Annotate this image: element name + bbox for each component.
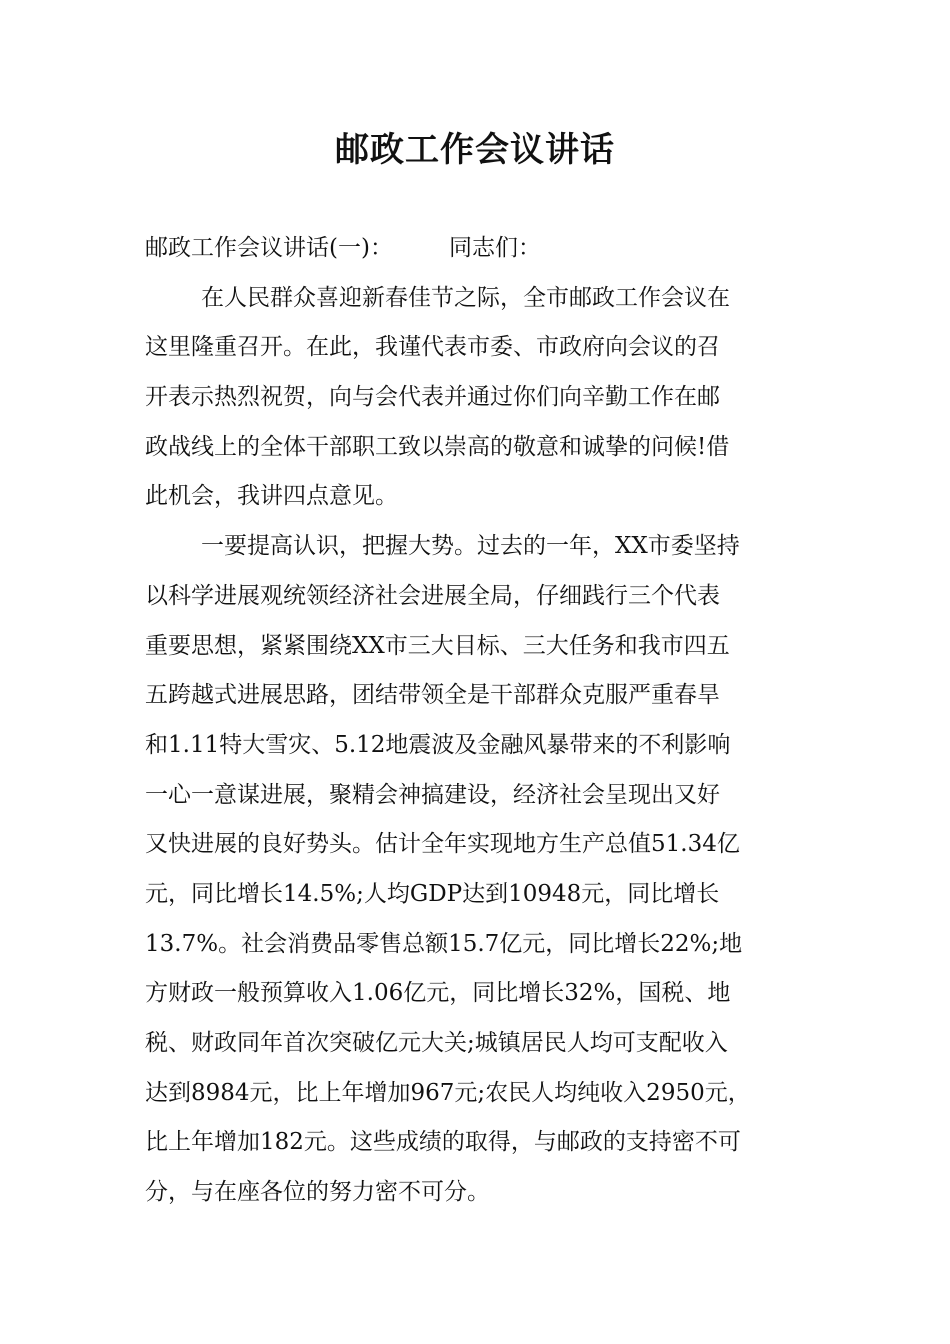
paragraph-line: 政战线上的全体干部职工致以崇高的敬意和诚挚的问候!借	[145, 433, 730, 460]
paragraph-line: 税、财政同年首次突破亿元大关;城镇居民人均可支配收入	[145, 1030, 728, 1056]
paragraph-line: 又快进展的良好势头。估计全年实现地方生产总值51.34亿	[145, 831, 740, 858]
paragraph-line: 13.7%。社会消费品零售总额15.7亿元，同比增长22%;地	[145, 930, 743, 957]
document-body	[145, 224, 810, 1218]
paragraph-1	[145, 274, 810, 522]
paragraph-line: 这里隆重召开。在此，我谨代表市委、市政府向会议的召	[145, 334, 720, 361]
document-title: 邮政工作会议讲话	[335, 130, 615, 170]
paragraph-line: 开表示热烈祝贺，向与会代表并通过你们向辛勤工作在邮	[145, 384, 720, 411]
heading-part-2: 同志们：	[448, 235, 541, 261]
heading-line	[145, 224, 810, 274]
paragraph-line: 此机会，我讲四点意见。	[145, 483, 398, 510]
paragraph-line: 一心一意谋进展，聚精会神搞建设，经济社会呈现出又好	[145, 781, 720, 808]
paragraph-line: 元，同比增长14.5%;人均GDP达到10948元，同比增长	[145, 880, 720, 907]
paragraph-line: 方财政一般预算收入1.06亿元，同比增长32%，国税、地	[145, 980, 731, 1007]
paragraph-line: 一要提高认识，把握大势。过去的一年，XX市委坚持	[201, 533, 740, 560]
paragraph-line: 以科学进展观统领经济社会进展全局，仔细践行三个代表	[145, 582, 720, 609]
paragraph-line: 在人民群众喜迎新春佳节之际，全市邮政工作会议在	[201, 284, 730, 311]
paragraph-line: 和1.11特大雪灾、5.12地震波及金融风暴带来的不利影响	[145, 731, 731, 758]
heading-part-1: 邮政工作会议讲话(一)：	[145, 235, 393, 261]
paragraph-2	[145, 522, 810, 1218]
paragraph-line: 分，与在座各位的努力密不可分。	[145, 1179, 490, 1206]
paragraph-line: 比上年增加182元。这些成绩的取得，与邮政的支持密不可	[145, 1129, 741, 1156]
paragraph-line: 重要思想，紧紧围绕XX市三大目标、三大任务和我市四五	[145, 632, 730, 659]
paragraph-line: 达到8984元，比上年增加967元;农民人均纯收入2950元，	[145, 1079, 751, 1106]
paragraph-line: 五跨越式进展思路，团结带领全是干部群众克服严重春旱	[145, 682, 720, 709]
